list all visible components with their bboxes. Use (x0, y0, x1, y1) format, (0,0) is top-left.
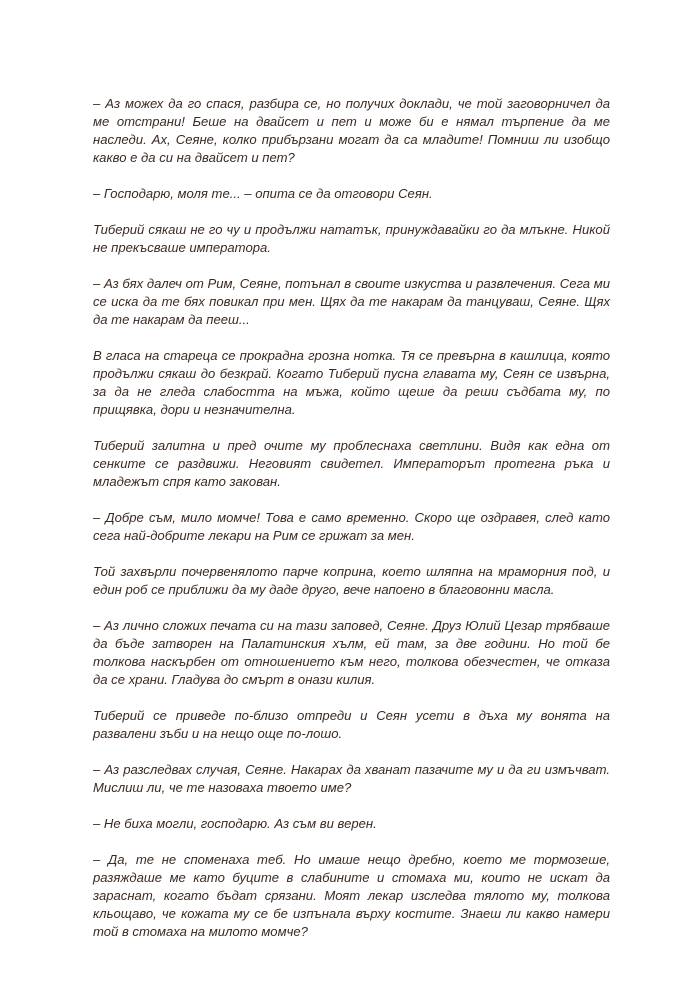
paragraph: – Да, те не споменаха теб. Но имаше нещо дребно, което ме тормозеше, разяждаше ме като буците в слабините и стомаха ми, които не искат да зараснат, когато бъдат срязани. Моят лекар изследва тялото му, толкова кльощаво, че кожата му се бе изпънала върху костите. Знаеш ли какво намери той в стомаха на милото момче? (93, 852, 610, 939)
paragraph: Тиберий сякаш не го чу и продължи нататък, принуждавайки го да млъкне. Никой не прекъсваше императора. (93, 222, 610, 255)
body-text (93, 95, 610, 941)
paragraph: – Аз бях далеч от Рим, Сеяне, потънал в своите изкуства и развлечения. Сега ми се иска да те бях повикал при мен. Щях да те накарам да танцуваш, Сеяне. Щях да те накарам да пееш... (93, 276, 610, 327)
paragraph: – Не биха могли, господарю. Аз съм ви верен. (93, 816, 377, 831)
paragraph: Тиберий залитна и пред очите му проблеснаха светлини. Видя как една от сенките се раздвижи. Неговият свидетел. Императорът протегна ръка и младежът спря като закован. (93, 438, 610, 489)
paragraph: – Добре съм, мило момче! Това е само временно. Скоро ще оздравея, след като сега най-добрите лекари на Рим се грижат за мен. (93, 510, 610, 543)
paragraph: – Аз можех да го спася, разбира се, но получих доклади, че той заговорничел да ме отстрани! Беше на двайсет и пет и може би е нямал търпение да ме наследи. Ах, Сеяне, колко прибързани могат да са младите! Помниш ли изобщо какво е да си на двайсет и пет? (93, 96, 610, 165)
paragraph: – Господарю, моля те... – опита се да отговори Сеян. (93, 186, 433, 201)
paragraph: – Аз лично сложих печата си на тази заповед, Сеяне. Друз Юлий Цезар трябваше да бъде затворен на Палатинския хълм, ей там, за две години. Но той бе толкова наскърбен от отношението към него, толкова обезчестен, че отказа да се храни. Гладува до смърт в онази килия. (93, 618, 610, 687)
paragraph: – Аз разследвах случая, Сеяне. Накарах да хванат пазачите му и да ги измъчват. Мислиш ли, че те назоваха твоето име? (93, 762, 610, 795)
paragraph: Той захвърли почервенялото парче коприна, което шляпна на мраморния под, и един роб се приближи да му даде друго, вече напоено в благовонни масла. (93, 564, 610, 597)
paragraph: Тиберий се приведе по-близо отпреди и Сеян усети в дъха му вонята на развалени зъби и на нещо още по-лошо. (93, 708, 610, 741)
paragraph: В гласа на стареца се прокрадна грозна нотка. Тя се превърна в кашлица, която продължи сякаш до безкрай. Когато Тиберий пусна главата му, Сеян се извърна, за да не гледа слабостта на мъжа, който щеше да реши съдбата му, по прищявка, дори и незначителна. (93, 348, 610, 417)
